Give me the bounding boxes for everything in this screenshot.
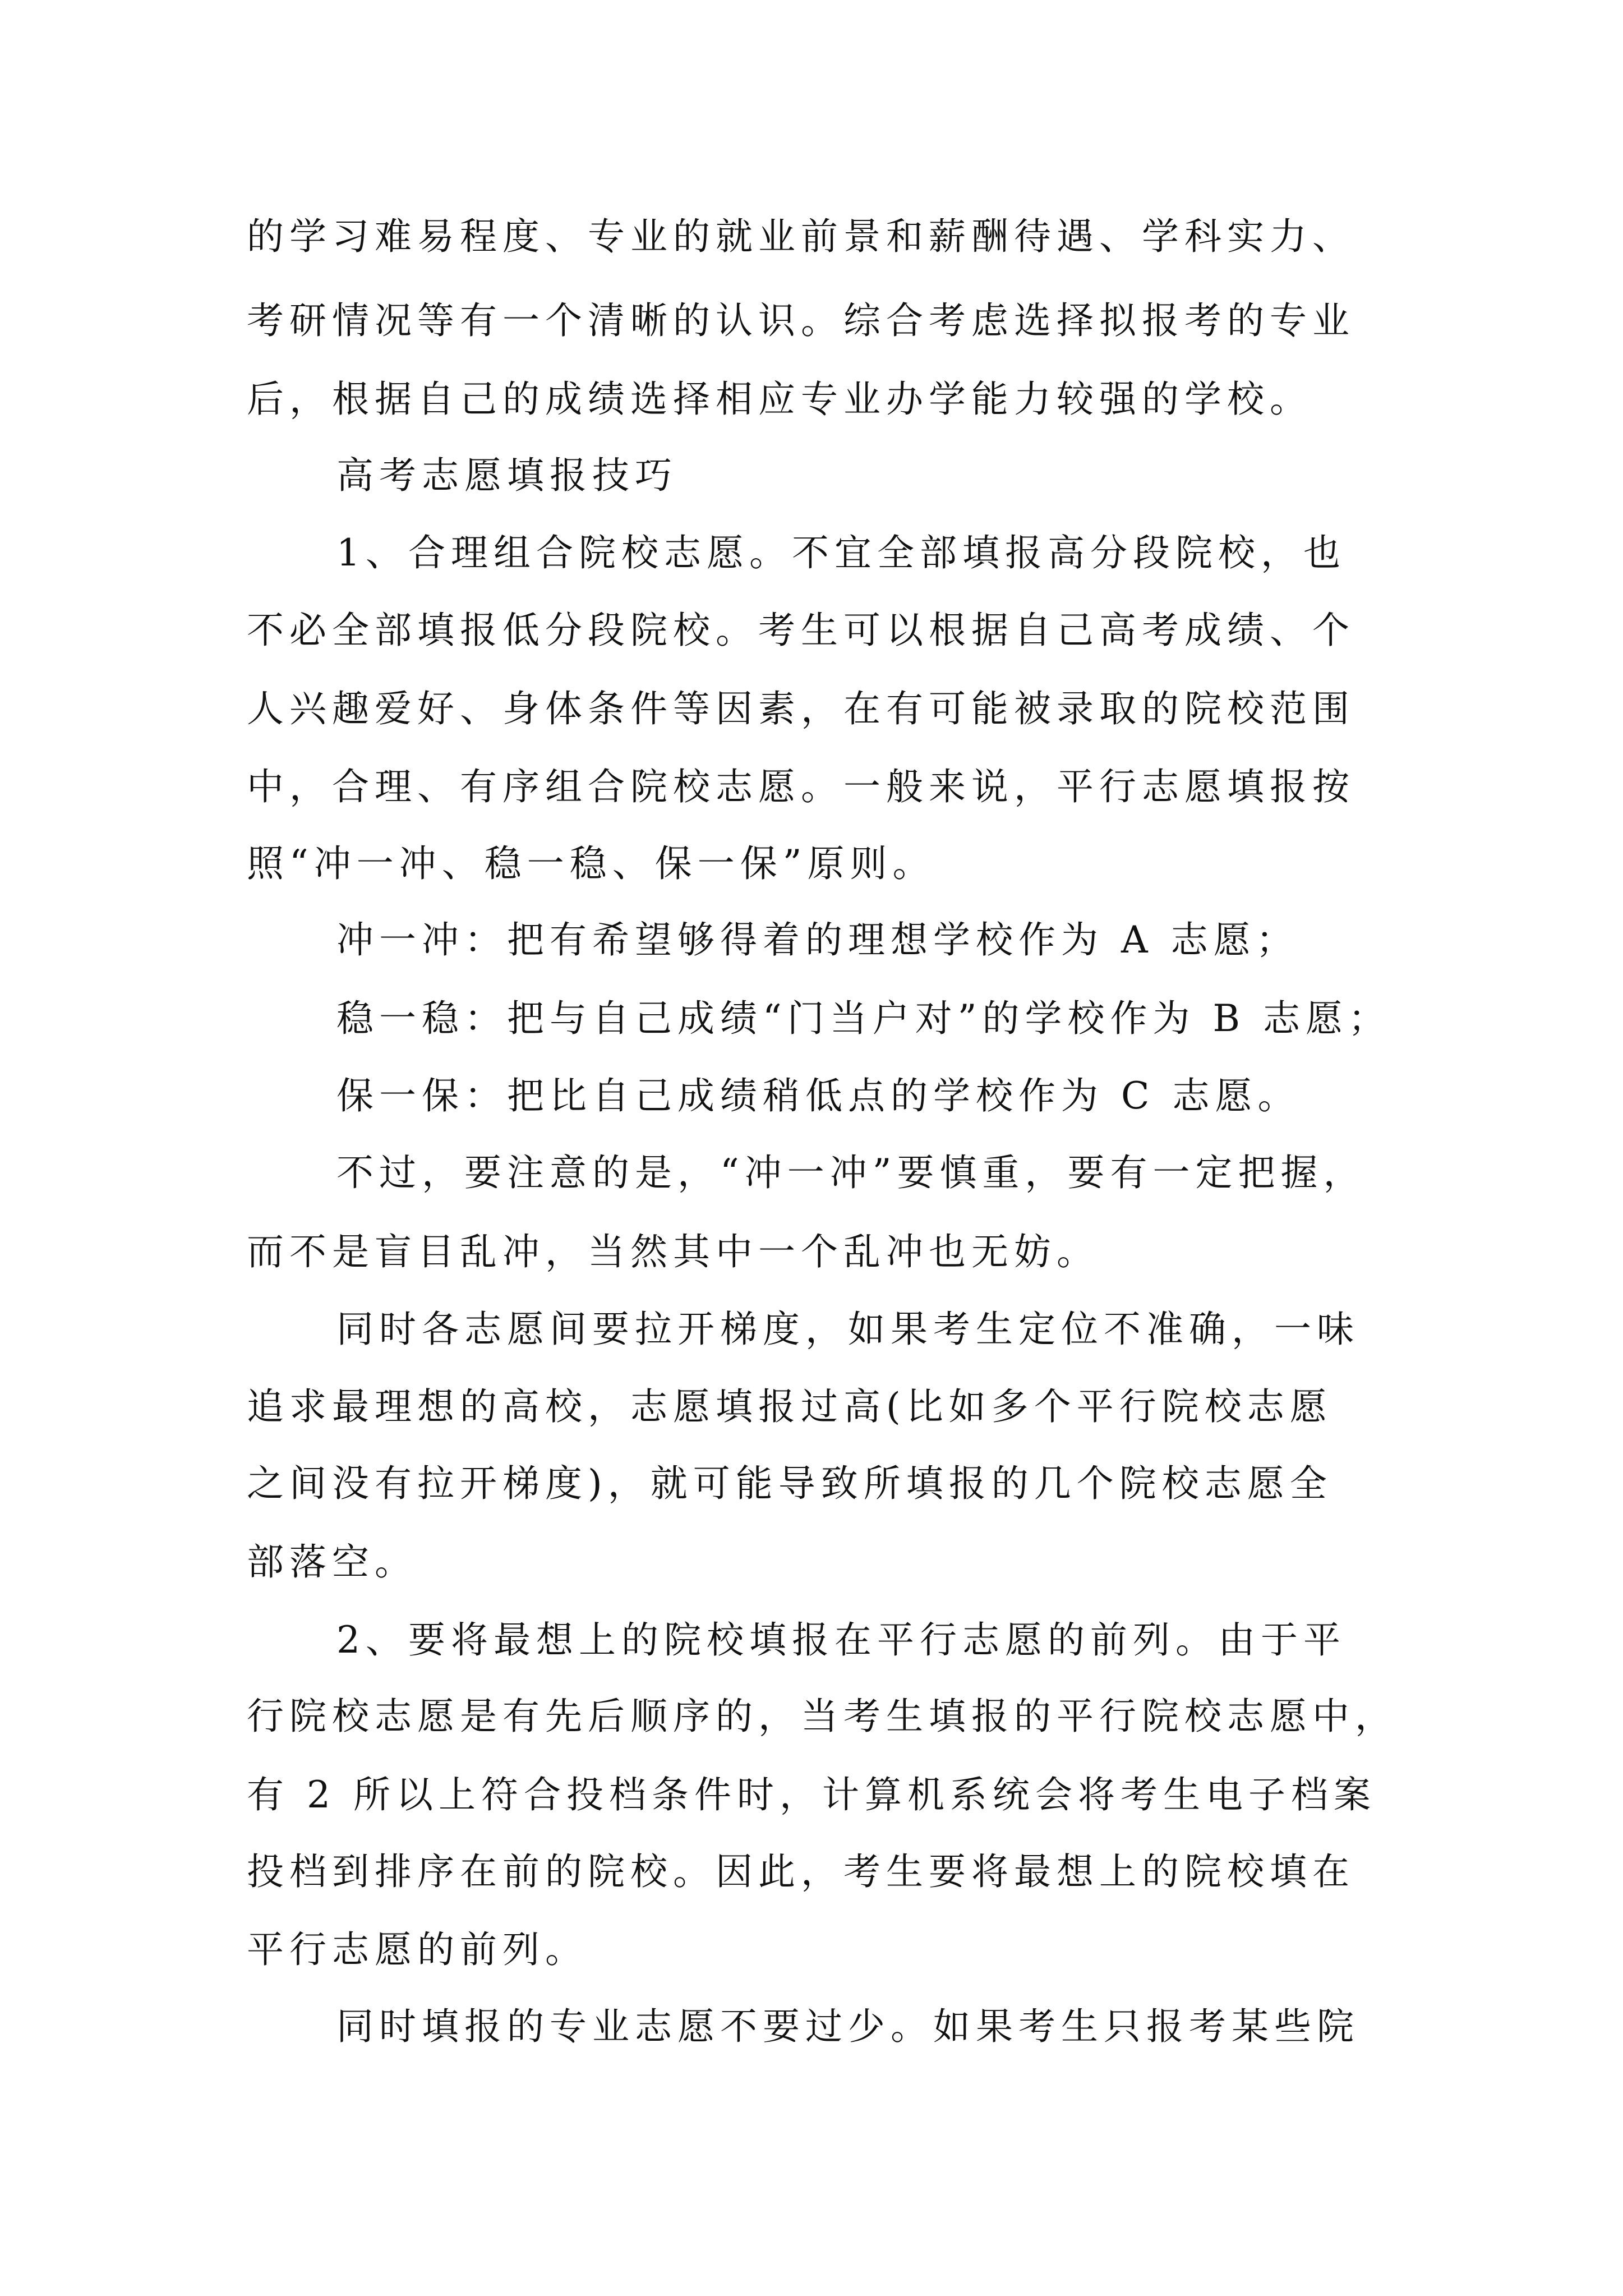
text-line: 之间没有拉开梯度)，就可能导致所填报的几个院校志愿全: [247, 1462, 1332, 1505]
text-line: 后，根据自己的成绩选择相应专业办学能力较强的学校。: [247, 378, 1312, 421]
text-line: 不必全部填报低分段院校。考生可以根据自己高考成绩、个: [247, 609, 1355, 652]
text-line: 而不是盲目乱冲，当然其中一个乱冲也无妨。: [247, 1230, 1099, 1273]
text-line: 的学习难易程度、专业的就业前景和薪酬待遇、学科实力、: [247, 215, 1355, 258]
text-line: 平行志愿的前列。: [247, 1928, 588, 1971]
text-line: 同时各志愿间要拉开梯度，如果考生定位不准确，一味: [336, 1308, 1359, 1351]
text-line: 不过，要注意的是，“冲一冲”要慎重，要有一定把握，: [336, 1151, 1366, 1194]
text-line: 同时填报的专业志愿不要过少。如果考生只报考某些院: [336, 2005, 1359, 2048]
text-line: 照“冲一冲、稳一稳、保一保”原则。: [247, 842, 935, 885]
text-line: 冲一冲：把有希望够得着的理想学校作为 A 志愿；: [336, 918, 1299, 961]
section-heading: 高考志愿填报技巧: [336, 454, 677, 497]
text-line: 追求最理想的高校，志愿填报过高(比如多个平行院校志愿: [247, 1385, 1332, 1428]
text-line: 有 2 所以上符合投档条件时，计算机系统会将考生电子档案: [247, 1773, 1376, 1816]
text-line: 投档到排序在前的院校。因此，考生要将最想上的院校填在: [247, 1850, 1355, 1893]
text-line: 部落空。: [247, 1540, 417, 1584]
text-line: 稳一稳：把与自己成绩“门当户对”的学校作为 B 志愿；: [336, 997, 1391, 1040]
text-line: 行院校志愿是有先后顺序的，当考生填报的平行院校志愿中，: [247, 1695, 1398, 1738]
text-line: 保一保：把比自己成绩稍低点的学校作为 C 志愿。: [336, 1074, 1301, 1117]
text-line: 1、合理组合院校志愿。不宜全部填报高分段院校，也: [336, 531, 1346, 574]
text-line: 2、要将最想上的院校填报在平行志愿的前列。由于平: [336, 1618, 1346, 1662]
text-line: 人兴趣爱好、身体条件等因素，在有可能被录取的院校范围: [247, 687, 1355, 730]
text-line: 考研情况等有一个清晰的认识。综合考虑选择拟报考的专业: [247, 299, 1355, 342]
text-line: 中，合理、有序组合院校志愿。一般来说，平行志愿填报按: [247, 765, 1355, 808]
